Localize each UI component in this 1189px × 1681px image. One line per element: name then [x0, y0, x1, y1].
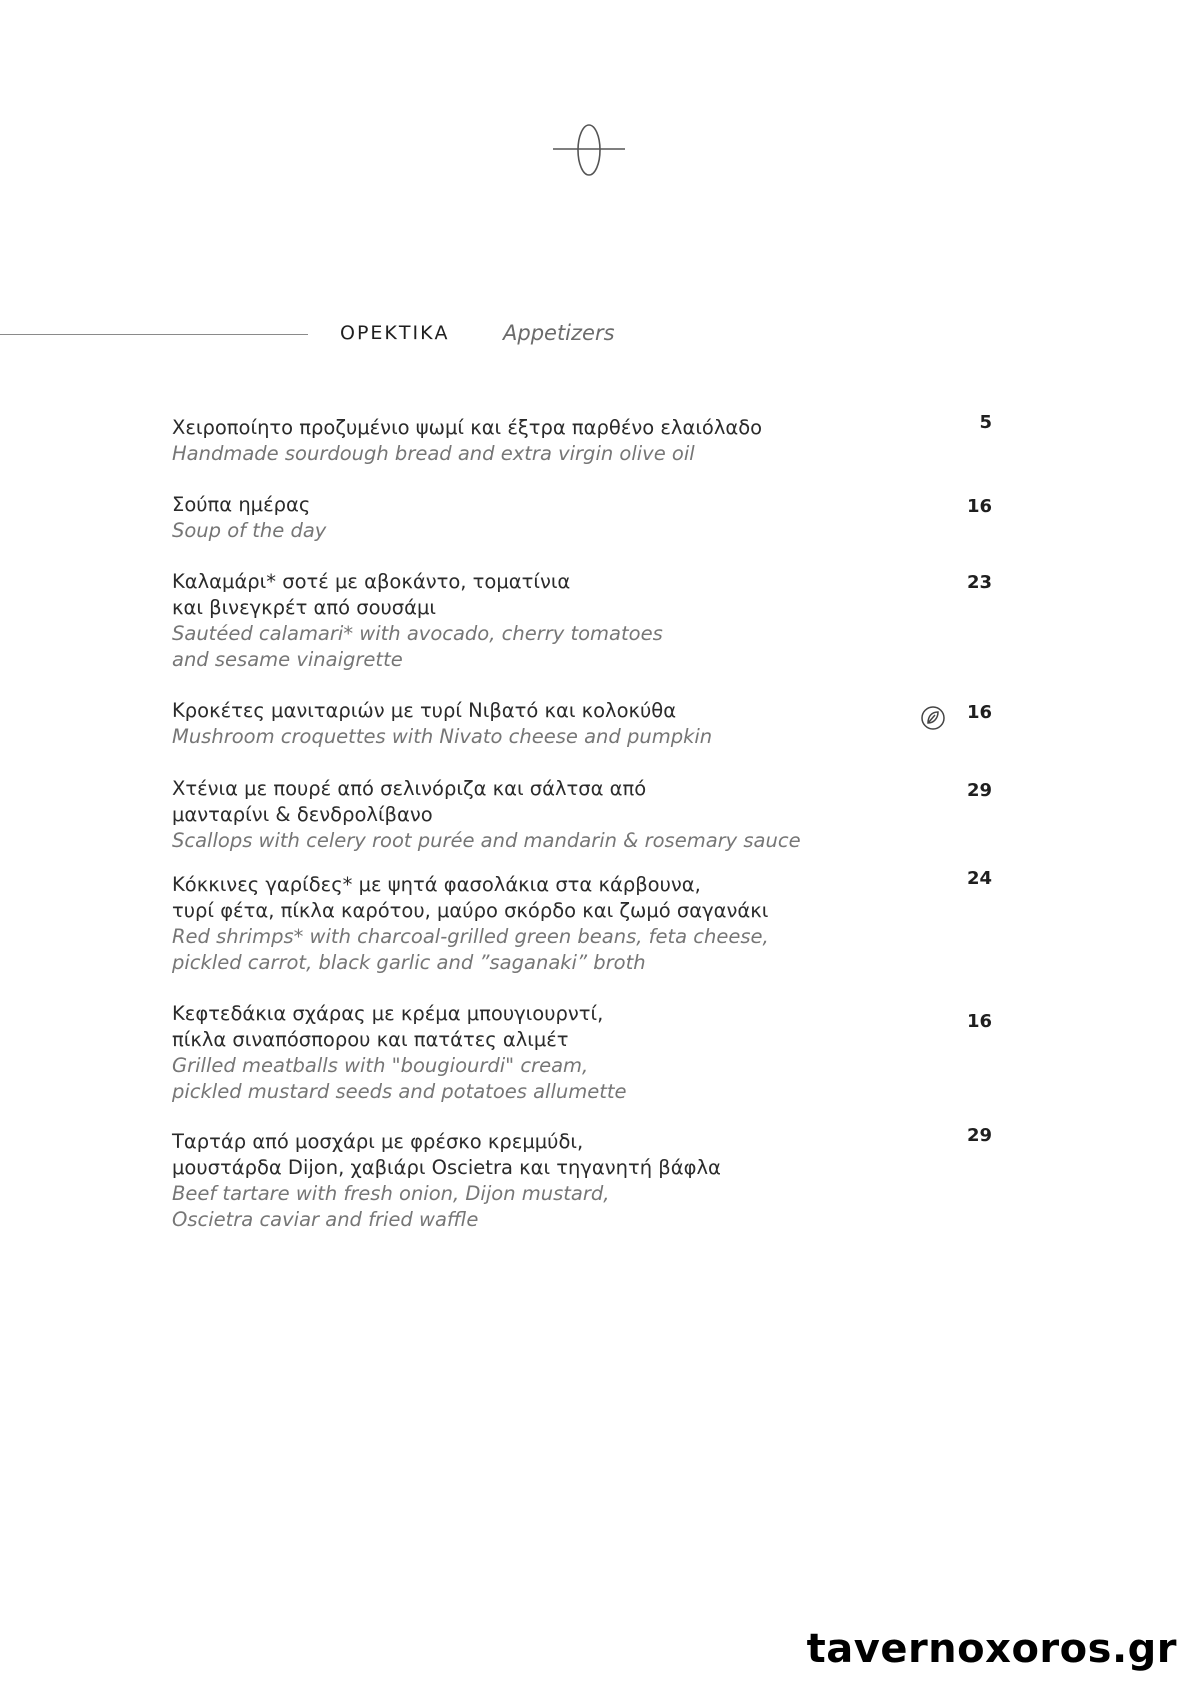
menu-item [172, 1001, 1002, 1105]
menu-item-name-greek: Κροκέτες μανιταριών με τυρί Νιβατό και κολοκύθα [172, 699, 677, 722]
menu-item [172, 492, 1002, 544]
menu-item-name-english: Red shrimps* with charcoal-grilled green beans, feta cheese, [172, 925, 769, 948]
menu-item-name-english: Handmade sourdough bread and extra virgin olive oil [172, 442, 695, 465]
menu-item-name-english: pickled carrot, black garlic and ”saganaki” broth [172, 951, 646, 974]
menu-item [172, 868, 1002, 976]
menu-item-price: 16 [966, 702, 992, 723]
menu-item [172, 776, 1002, 854]
menu-item-name-greek: μουστάρδα Dijon, χαβιάρι Oscietra και τηγανητή βάφλα [172, 1156, 721, 1179]
menu-item-name-greek: μανταρίνι & δενδρολίβανο [172, 803, 433, 826]
restaurant-logo-icon [549, 120, 629, 180]
menu-item-name-greek: Κεφτεδάκια σχάρας με κρέμα μπουγιουρντί, [172, 1002, 604, 1025]
menu-item-name-greek: Κόκκινες γαρίδες* με ψητά φασολάκια στα κάρβουνα, [172, 873, 701, 896]
section-title-greek: ΟΡΕΚΤΙΚΑ [340, 322, 450, 344]
menu-item-price: 5 [979, 412, 992, 433]
menu-item-name-greek: και βινεγκρέτ από σουσάμι [172, 596, 437, 619]
menu-item-name-english: and sesame vinaigrette [172, 648, 403, 671]
menu-item [172, 569, 1002, 673]
section-title-english: Appetizers [503, 321, 615, 345]
menu-item-name-greek: Χτένια με πουρέ από σελινόριζα και σάλτσα από [172, 777, 647, 800]
menu-item-price: 16 [966, 496, 992, 517]
vegetarian-leaf-icon [920, 705, 946, 731]
menu-item-price: 23 [966, 572, 992, 593]
menu-item-name-greek: τυρί φέτα, πίκλα καρότου, μαύρο σκόρδο και ζωμό σαγανάκι [172, 899, 769, 922]
menu-item-name-english: Beef tartare with fresh onion, Dijon mustard, [172, 1182, 610, 1205]
menu-item-name-english: Mushroom croquettes with Nivato cheese and pumpkin [172, 725, 713, 748]
menu-item-name-greek: Σούπα ημέρας [172, 493, 311, 516]
menu-item-name-greek: Χειροποίητο προζυμένιο ψωμί και έξτρα παρθένο ελαιόλαδο [172, 416, 763, 439]
menu-item-name-greek: Καλαμάρι* σοτέ με αβοκάντο, τοματίνια [172, 570, 571, 593]
menu-item-name-english: Sautéed calamari* with avocado, cherry tomatoes [172, 622, 663, 645]
watermark: tavernoxoros.gr [803, 1625, 1181, 1673]
menu-item-price: 24 [966, 868, 992, 889]
menu-item-name-english: Grilled meatballs with "bougiourdi" cream, [172, 1054, 589, 1077]
menu-item-name-greek: πίκλα σιναπόσπορου και πατάτες αλιμέτ [172, 1028, 569, 1051]
menu-item [172, 412, 1002, 467]
menu-item-name-english: pickled mustard seeds and potatoes allumette [172, 1080, 627, 1103]
menu-item-name-english: Scallops with celery root purée and mandarin & rosemary sauce [172, 829, 801, 852]
menu-item-name-english: Soup of the day [172, 519, 327, 542]
menu-item-price: 29 [966, 1125, 992, 1146]
menu-item-name-english: Oscietra caviar and fried waffle [172, 1208, 479, 1231]
section-divider-line [0, 334, 308, 335]
menu-item-name-greek: Ταρτάρ από μοσχάρι με φρέσκο κρεμμύδι, [172, 1130, 584, 1153]
menu-item-price: 16 [966, 1011, 992, 1032]
menu-item [172, 698, 1002, 750]
menu-item [172, 1125, 1002, 1233]
menu-item-price: 29 [966, 780, 992, 801]
